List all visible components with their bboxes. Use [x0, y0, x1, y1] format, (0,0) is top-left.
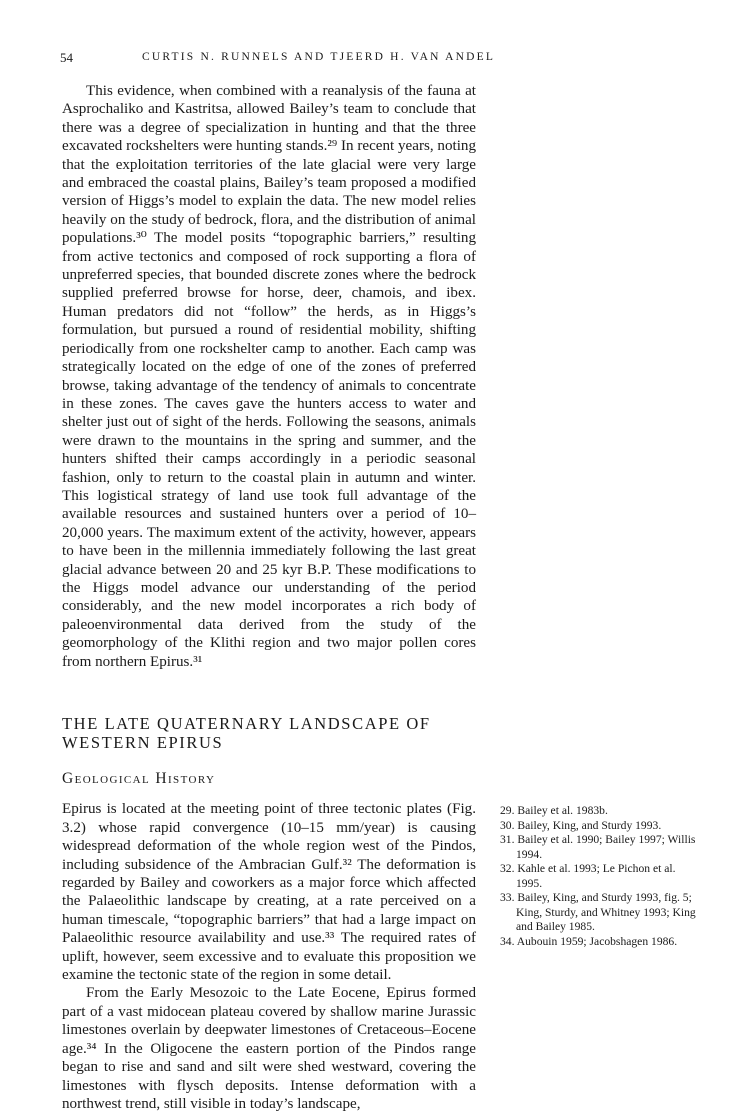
footnote: 32. Kahle et al. 1993; Le Pichon et al. 1995.	[500, 862, 676, 890]
body-paragraph: From the Early Mesozoic to the Late Eocene, Epirus formed part of a vast midocean plateau covered by shallow marine Jurassic limestones overlain by deepwater limestones of Cretaceous–Eocene age.³⁴ In the Oligocene the eastern portion of the Pindos range began to rise and sand and silt were shed westward, covering the limestones with flysch deposits. Intense deformation with a northwest trend, still visible in today’s landscape,	[62, 985, 476, 1112]
footnote: 30. Bailey, King, and Sturdy 1993.	[500, 818, 662, 832]
footnote: 34. Aubouin 1959; Jacobshagen 1986.	[500, 934, 678, 948]
footnote: 29. Bailey et al. 1983b.	[500, 804, 608, 817]
footnote: 31. Bailey et al. 1990; Bailey 1997; Willis 1994.	[500, 833, 696, 861]
footnote: 33. Bailey, King, and Sturdy 1993, fig. 5; King, Sturdy, and Whitney 1993; King and Bailey 1985.	[500, 891, 696, 933]
page-number: 54	[60, 50, 73, 65]
footnotes-column	[500, 804, 696, 949]
subsection-heading: Geological History	[62, 770, 216, 787]
section-heading: THE LATE QUATERNARY LANDSCAPE OF WESTERN EPIRUS	[62, 714, 431, 752]
body-paragraph: Epirus is located at the meeting point of three tectonic plates (Fig. 3.2) whose rapid convergence (10–15 mm/year) is causing widespread deformation of the whole region west of the Pindos, including subsidence of the Ambracian Gulf.³² The deformation is regarded by Bailey and coworkers as a major force which affected the Palaeolithic landscape by creating, at a rate perceived on a human timescale, “topographic barriers” that had a large impact on Palaeolithic resource availability and use.³³ The required rates of uplift, however, seem excessive and to evaluate this proposition we examine the tectonic state of the region in some detail.	[62, 801, 476, 984]
running-head-authors: CURTIS N. RUNNELS AND TJEERD H. VAN ANDEL	[142, 51, 496, 63]
main-text-column	[62, 82, 476, 1113]
body-paragraph: This evidence, when combined with a reanalysis of the fauna at Asprochaliko and Kastritsa, allowed Bailey’s team to conclude that there was a degree of specialization in hunting and that the three excavated rockshelters were hunting stands.²⁹ In recent years, noting that the exploitation territories of the late glacial were very large and embraced the coastal plains, Bailey’s team proposed a modified version of Higgs’s model to explain the data. The new model relies heavily on the study of bedrock, flora, and the distribution of animal populations.³⁰ The model posits “topographic barriers,” resulting from active tectonics and composed of rock supporting a flora of unpreferred species, that bounded discrete zones where the bedrock supplied preferred browse for horse, deer, chamois, and ibex. Human predators did not “follow” the herds, as in Higgs’s formulation, but pursued a round of residential mobility, shifting periodically from one rockshelter camp to another. Each camp was strategically located on the edge of one of the zones of preferred browse, taking advantage of the tendency of animals to concentrate in these zones. The caves gave the hunters access to water and shelter just out of sight of the herds. Following the seasons, animals were drawn to the mountains in the spring and summer, and the hunters shifted their camps accordingly in a periodic seasonal fashion, only to return to the coastal plain in autumn and winter. This logistical strategy of land use took full advantage of the available resources and sustained hunters over a period of 10–20,000 years. The maximum extent of the activity, however, appears to have been in the millennia immediately following the last great glacial advance between 20 and 25 kyr B.P. These modifications to the Higgs model advance our understanding of the period considerably, and the new model incorporates a rich body of paleoenvironmental data derived from the study of the geomorphology of the Klithi region and two major pollen cores from northern Epirus.³¹	[62, 83, 476, 670]
